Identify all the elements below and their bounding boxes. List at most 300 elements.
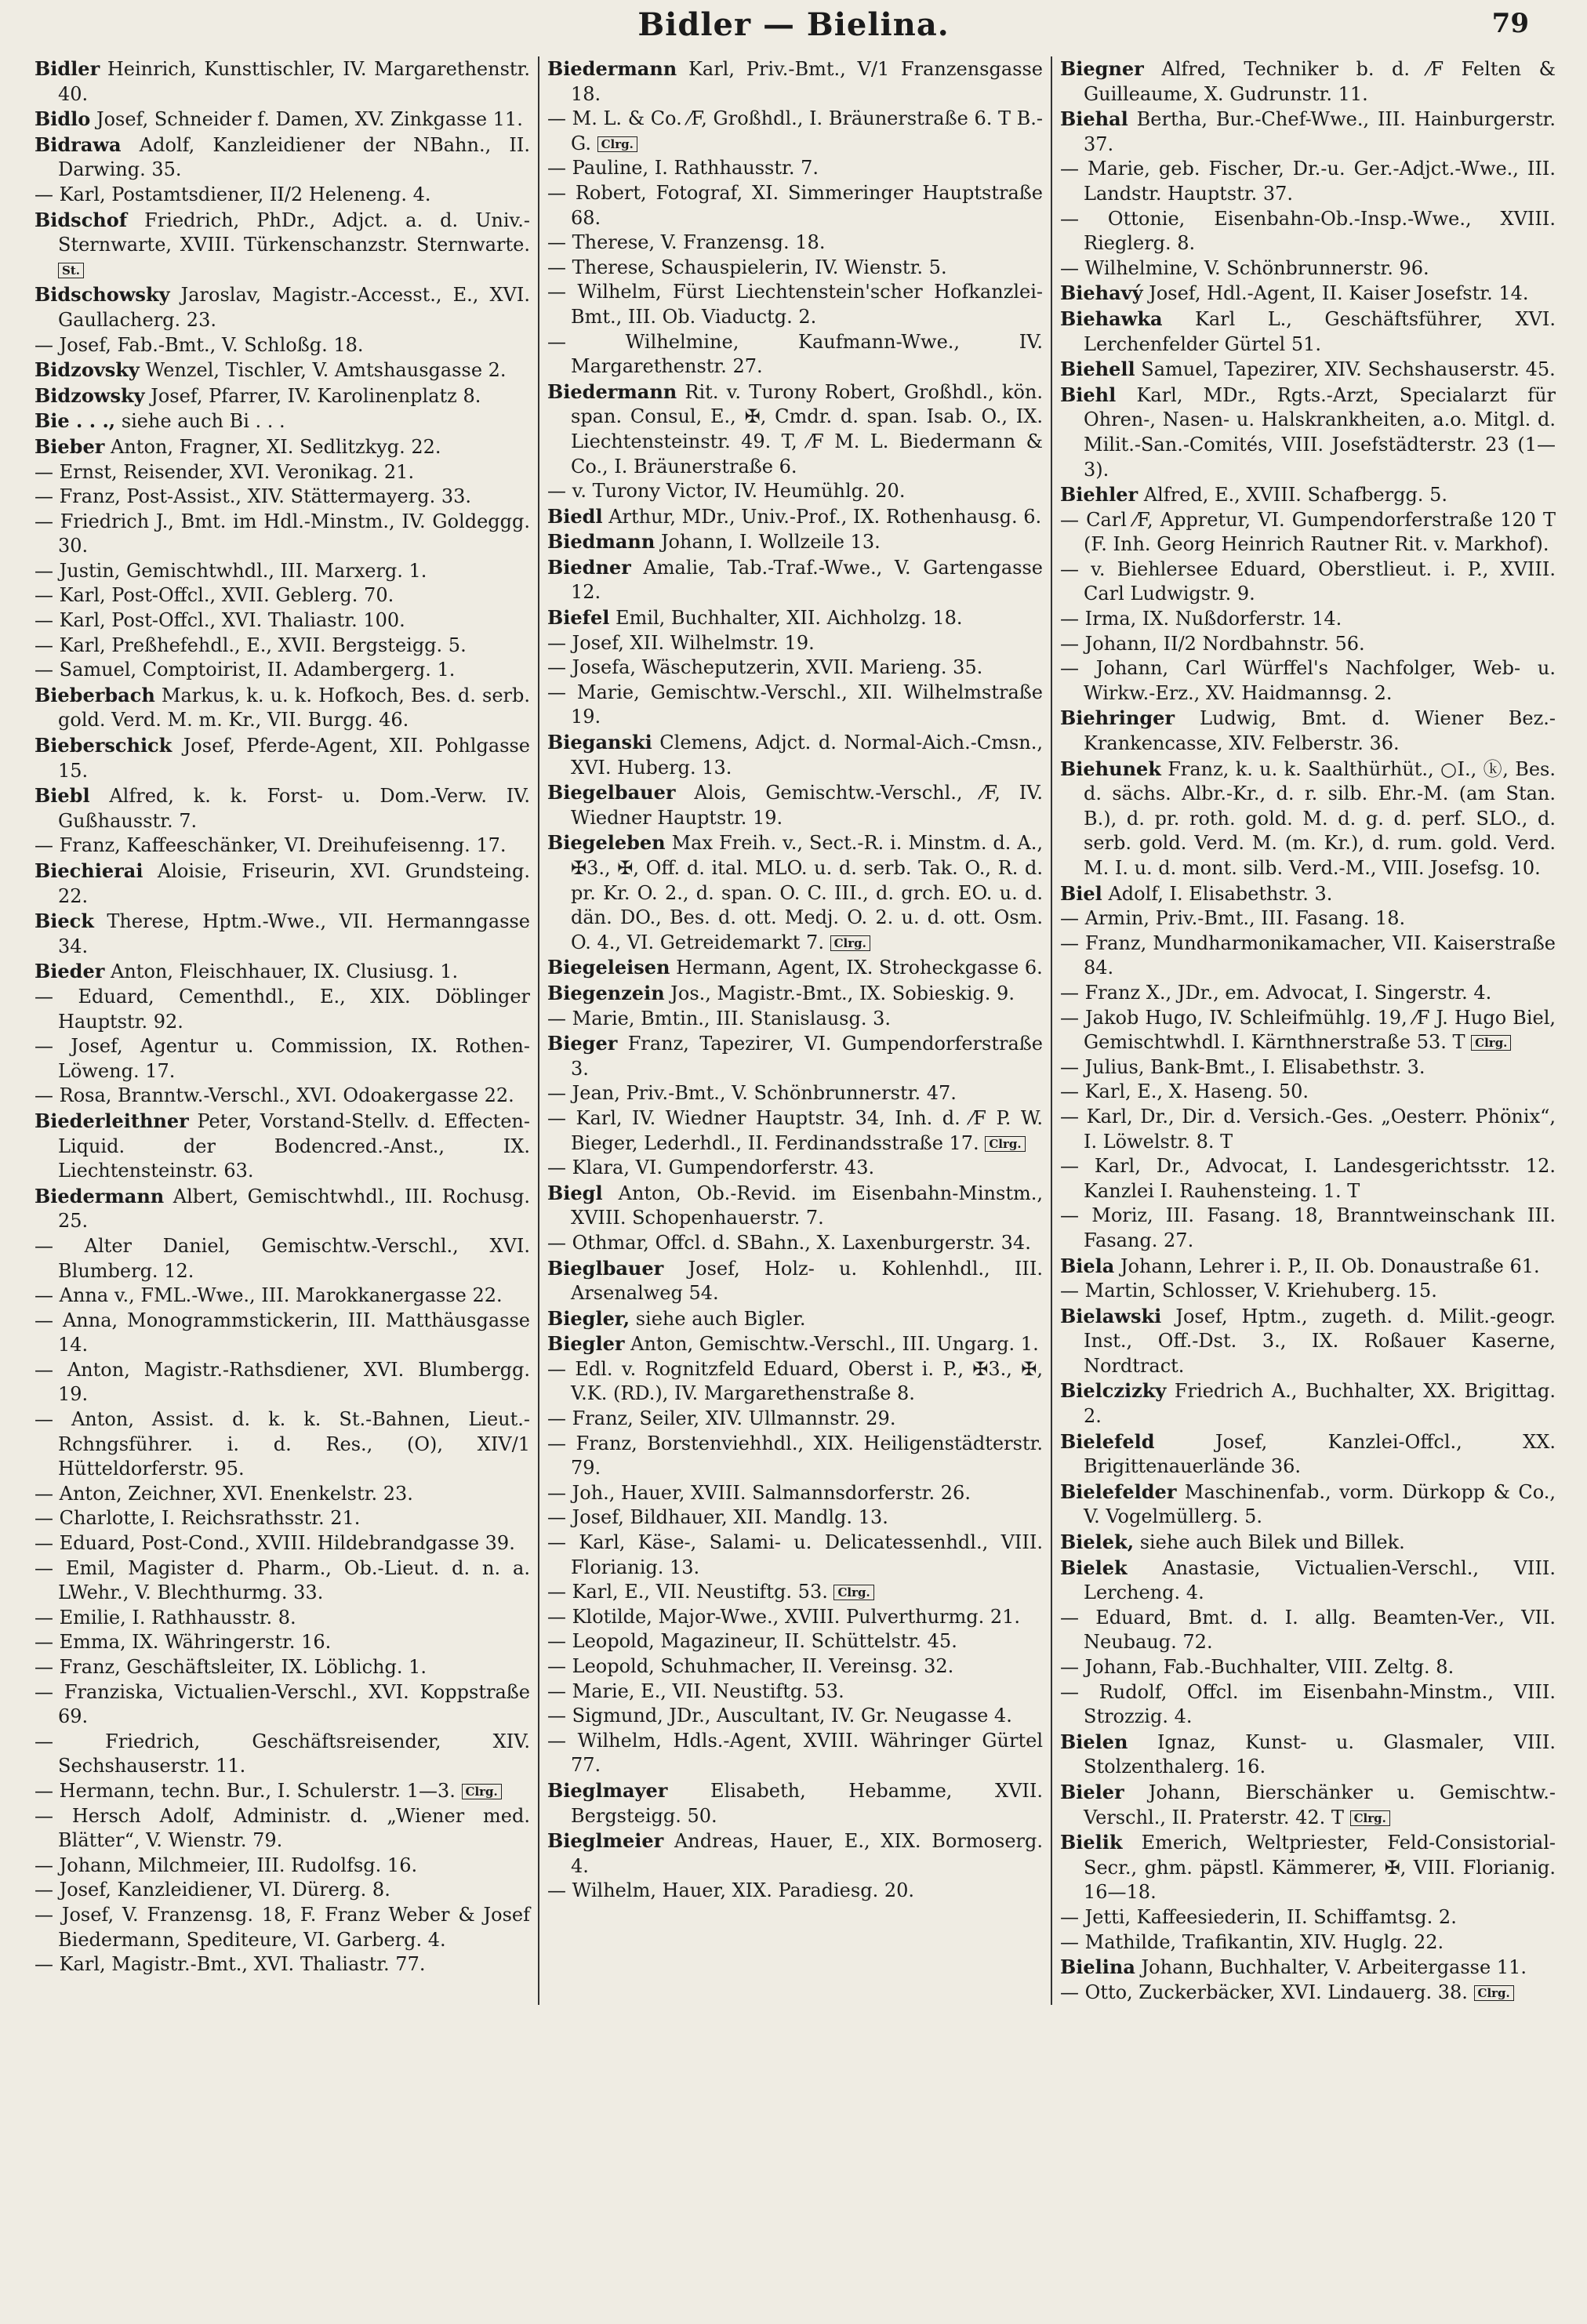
entry-surname: Bieglmeier — [547, 1829, 664, 1853]
entry-surname: Biedermann — [34, 1184, 165, 1207]
directory-entry — [34, 985, 530, 1034]
directory-entry — [34, 183, 530, 208]
directory-entry — [1060, 906, 1556, 931]
directory-entry — [1060, 632, 1556, 657]
entry-details: — Friedrich J., Bmt. im Hdl.-Minstm., IV. Goldeggg. 30. — [34, 510, 530, 557]
entry-details: Hermann, Agent, IX. Stroheckgasse 6. — [676, 957, 1043, 979]
directory-entry — [34, 133, 530, 183]
entry-surname: Bieber — [34, 434, 105, 458]
entry-details: — Johann, Carl Würffel's Nachfolger, Web- u. Wirkw.-Erz., XV. Haidmannsg. 2. — [1060, 657, 1556, 704]
directory-entry — [34, 1779, 530, 1804]
entry-details: Karl, MDr., Rgts.-Arzt, Specialarzt für Ohren-, Nasen- u. Halskrankheiten, a.o. Mitgl. d. Milit.-San.-Comités, VIII. Josefstädterstr. 23 (1—3). — [1084, 383, 1556, 481]
directory-entry — [547, 681, 1043, 730]
directory-entry — [1060, 107, 1556, 157]
entry-details: Peter, Vorstand-Stellv. d. Effecten-Liquid. der Bodencred.-Anst., IX. Liechtensteinstr. 63. — [58, 1109, 530, 1182]
entry-surname: Biegl — [547, 1181, 603, 1204]
entry-details: Markus, k. u. k. Hofkoch, Bes. d. serb. gold. Verd. M. m. Kr., VII. Burgg. 46. — [58, 684, 530, 732]
entry-details: — Anna, Monogrammstickerin, III. Matthäusgasse 14. — [34, 1309, 530, 1356]
entry-details: — Josefa, Wäscheputzerin, XVII. Marieng. 35. — [547, 656, 983, 679]
entry-details: — Karl, IV. Wiedner Hauptstr. 34, Inh. d. ⁄F P. W. Bieger, Lederhdl., II. Ferdinandsstraße 17. — [547, 1106, 1043, 1154]
directory-entry — [34, 1482, 530, 1507]
entry-details: Samuel, Tapezirer, XIV. Sechshauserstr. 45. — [1141, 358, 1556, 381]
entry-surname: Bieder — [34, 960, 105, 983]
entry-surname: Biechierai — [34, 859, 143, 882]
entry-details: siehe auch Bigler. — [635, 1307, 806, 1330]
directory-entry — [1060, 1154, 1556, 1204]
entry-details: — Klara, VI. Gumpendorferstr. 43. — [547, 1157, 875, 1179]
directory-entry — [1060, 1204, 1556, 1253]
entry-details: — Emilie, I. Rathhausstr. 8. — [34, 1606, 296, 1629]
directory-entry — [547, 1231, 1043, 1256]
entry-details: — Josef, XII. Wilhelmstr. 19. — [547, 631, 815, 654]
directory-entry — [1060, 383, 1556, 482]
entry-details: — Marie, Gemischtw.-Verschl., XII. Wilhelmstraße 19. — [547, 681, 1043, 728]
directory-entry — [1060, 1606, 1556, 1655]
entry-surname: Biel — [1060, 881, 1102, 905]
directory-entry — [547, 1007, 1043, 1032]
directory-entry — [547, 1654, 1043, 1679]
entry-details: — Marie, E., VII. Neustiftg. 53. — [547, 1679, 844, 1702]
entry-surname: Biehawka — [1060, 307, 1163, 330]
directory-entry — [34, 683, 530, 733]
entry-surname: Bielen — [1060, 1730, 1128, 1753]
entry-details: Wenzel, Tischler, V. Amtshausgasse 2. — [145, 359, 507, 382]
directory-entry — [547, 56, 1043, 107]
entry-surname: Bidler — [34, 57, 100, 80]
directory-entry — [547, 1629, 1043, 1654]
entry-details: Josef, Pferde-Agent, XII. Pohlgasse 15. — [58, 735, 530, 782]
directory-entry — [1060, 931, 1556, 981]
entry-details: — Eduard, Post-Cond., XVIII. Hildebrandgasse 39. — [34, 1532, 515, 1555]
directory-entry — [1060, 557, 1556, 607]
directory-entry — [34, 1878, 530, 1903]
entry-details: — v. Biehlersee Eduard, Oberstlieut. i. P., XVIII. Carl Ludwigstr. 9. — [1060, 557, 1556, 605]
directory-entry — [547, 1828, 1043, 1879]
directory-entry — [547, 1679, 1043, 1705]
entry-details: Ludwig, Bmt. d. Wiener Bez.-Krankencasse, XIV. Felberstr. 36. — [1084, 707, 1556, 755]
directory-entry — [1060, 1905, 1556, 1930]
directory-entry — [34, 1804, 530, 1854]
directory-entry — [547, 330, 1043, 379]
entry-details: Josef, Kanzlei-Offcl., XX. Brigittenauerlände 36. — [1084, 1430, 1556, 1478]
entry-surname: Biehringer — [1060, 706, 1175, 730]
entry-details: Alfred, Techniker b. d. ⁄F Felten & Guilleaume, X. Gudrunstr. 11. — [1084, 58, 1556, 105]
entry-details: siehe auch Bilek und Billek. — [1139, 1531, 1405, 1554]
entry-surname: Bieberschick — [34, 734, 172, 757]
directory-entry — [1060, 157, 1556, 206]
directory-entry — [547, 1407, 1043, 1432]
entry-surname: Biederleithner — [34, 1109, 189, 1132]
entry-details: Albert, Gemischtwhdl., III. Rochusg. 25. — [58, 1185, 530, 1233]
entry-details: Josef, Pfarrer, IV. Karolinenplatz 8. — [151, 384, 481, 407]
entry-details: — Klotilde, Major-Wwe., XVIII. Pulverthurmg. 21. — [547, 1605, 1021, 1628]
directory-entry — [34, 1284, 530, 1309]
entry-details: Anton, Fragner, XI. Sedlitzkyg. 22. — [111, 435, 441, 458]
entry-surname: Biedermann — [547, 379, 677, 403]
directory-entry — [1060, 1006, 1556, 1055]
column-3 — [1051, 56, 1563, 2005]
entry-details: — Hersch Adolf, Administr. d. „Wiener med. Blätter“, V. Wienstr. 79. — [34, 1804, 530, 1852]
entry-details: Clemens, Adjct. d. Normal-Aich.-Cmsn., XVI. Huberg. 13. — [571, 732, 1043, 779]
directory-entry — [1060, 482, 1556, 508]
entry-details: — Josef, Agentur u. Commission, IX. Rothen-Löweng. 17. — [34, 1035, 530, 1082]
directory-entry — [1060, 881, 1556, 907]
entry-surname: Biehunek — [1060, 757, 1161, 780]
directory-entry — [1060, 607, 1556, 632]
entry-surname: Biegeleben — [547, 831, 666, 855]
entry-details: — Karl, E., VII. Neustiftg. 53. — [547, 1581, 828, 1603]
entry-details: Adolf, I. Elisabethstr. 3. — [1108, 882, 1333, 905]
directory-entry — [547, 1081, 1043, 1106]
directory-entry — [547, 1704, 1043, 1729]
directory-entry — [34, 333, 530, 358]
entry-details: Josef, Hdl.-Agent, II. Kaiser Josefstr. 14. — [1149, 282, 1529, 305]
entry-details: — Karl, Dr., Dir. d. Versich.-Ges. „Oesterr. Phönix“, I. Löwelstr. 8. T — [1060, 1105, 1556, 1153]
entry-details: — Sigmund, JDr., Auscultant, IV. Gr. Neugasse 4. — [547, 1705, 1012, 1727]
entry-surname: Bieck — [34, 910, 94, 933]
entry-details: — Rosa, Branntw.-Verschl., XVI. Odoakergasse 22. — [34, 1084, 514, 1107]
directory-entry — [34, 485, 530, 510]
directory-entry — [547, 1432, 1043, 1481]
directory-entry — [34, 1730, 530, 1779]
entry-details: Franz, k. u. k. Saalthürhüt., ○I., ⓚ, Bes. d. sächs. Albr.-Kr., d. r. silb. Ehr.-M. (am Stan. B.), d. pr. roth. gold. M. d. g. d. perf. SLO., d. serb. gold. Verd. M. (m. Kr.), d. rum. gold. Verd. M. I. u. d. mont. silb. Verd.-M., VIII. Josefsg. 10. — [1084, 757, 1556, 879]
entry-details: Johann, Buchhalter, V. Arbeitergasse 11. — [1141, 1956, 1527, 1979]
directory-entry — [547, 1879, 1043, 1904]
directory-entry — [34, 409, 530, 434]
entry-details: Jaroslav, Magistr.-Accesst., E., XVI. Gaullacherg. 23. — [58, 284, 530, 331]
entry-details: — Friedrich, Geschäftsreisender, XIV. Sechshauserstr. 11. — [34, 1730, 530, 1777]
entry-details: — Rudolf, Offcl. im Eisenbahn-Minstm., VIII. Strozzig. 4. — [1060, 1680, 1556, 1728]
entry-badge: Clrg. — [833, 1585, 873, 1600]
entry-details: Emil, Buchhalter, XII. Aichholzg. 18. — [616, 607, 963, 630]
entry-details: — Johann, Milchmeier, III. Rudolfsg. 16. — [34, 1854, 418, 1876]
directory-entry — [34, 460, 530, 485]
entry-surname: Biegeleisen — [547, 956, 670, 979]
directory-entry — [34, 1234, 530, 1284]
entry-surname: Biegenzein — [547, 981, 665, 1004]
directory-entry — [34, 559, 530, 584]
directory-entry — [1060, 1055, 1556, 1080]
directory-entry — [547, 605, 1043, 631]
entry-details: — Wilhelm, Hauer, XIX. Paradiesg. 20. — [547, 1879, 914, 1902]
directory-entry — [34, 1506, 530, 1531]
directory-entry — [547, 1031, 1043, 1081]
directory-entry — [547, 256, 1043, 281]
entry-surname: Bielek, — [1060, 1531, 1135, 1554]
directory-entry — [547, 1580, 1043, 1605]
entry-surname: Bidrawa — [34, 133, 122, 156]
directory-entry — [34, 107, 530, 133]
directory-entry — [1060, 1480, 1556, 1530]
directory-entry — [1060, 1830, 1556, 1905]
directory-entry — [34, 1309, 530, 1358]
directory-entry — [547, 1106, 1043, 1156]
entry-details: — Otto, Zuckerbäcker, XVI. Lindauerg. 38. — [1060, 1981, 1468, 2003]
entry-surname: Biegler — [547, 1332, 625, 1356]
directory-entry — [34, 1655, 530, 1680]
entry-details: Karl, Priv.-Bmt., V/1 Franzensgasse 18. — [571, 58, 1043, 105]
directory-entry — [547, 1605, 1043, 1630]
directory-entry — [1060, 307, 1556, 357]
directory-entry — [1060, 1530, 1556, 1556]
entry-details: Therese, Hptm.-Wwe., VII. Hermanngasse 34. — [58, 910, 530, 957]
entry-details: — Marie, Bmtin., III. Stanislausg. 3. — [547, 1007, 891, 1029]
entry-details: — Julius, Bank-Bmt., I. Elisabethstr. 3. — [1060, 1055, 1425, 1078]
directory-entry — [547, 231, 1043, 256]
entry-details: — Jakob Hugo, IV. Schleifmühlg. 19, ⁄F J. Hugo Biel, Gemischtwhdl. I. Kärnthnerstraße 53. T — [1060, 1006, 1556, 1054]
entry-details: — Josef, Kanzleidiener, VI. Dürerg. 8. — [34, 1879, 390, 1901]
entry-details: — Emma, IX. Währingerstr. 16. — [34, 1631, 332, 1654]
directory-entry — [547, 504, 1043, 530]
directory-entry — [1060, 1304, 1556, 1379]
entry-surname: Bieberbach — [34, 683, 155, 706]
entry-details: — Josef, Bildhauer, XII. Mandlg. 13. — [547, 1506, 888, 1529]
entry-details: Franz, Tapezirer, VI. Gumpendorferstraße 3. — [571, 1033, 1043, 1080]
directory-entry — [547, 1331, 1043, 1357]
entry-surname: Biehl — [1060, 383, 1117, 406]
entry-details: Karl L., Geschäftsführer, XVI. Lerchenfelder Gürtel 51. — [1084, 307, 1556, 355]
directory-entry — [34, 434, 530, 460]
directory-entry — [34, 909, 530, 959]
entry-surname: Biela — [1060, 1254, 1115, 1277]
directory-entry — [547, 830, 1043, 955]
entry-surname: Bieglmayer — [547, 1778, 668, 1802]
entry-badge: Clrg. — [597, 136, 637, 152]
directory-entry — [34, 1952, 530, 1977]
entry-surname: Biehler — [1060, 483, 1138, 507]
entry-details: — Eduard, Cementhdl., E., XIX. Döblinger Hauptstr. 92. — [34, 985, 530, 1033]
entry-details: — Karl, Käse-, Salami- u. Delicatessenhdl., VIII. Florianig. 13. — [547, 1531, 1043, 1578]
directory-entry — [34, 208, 530, 283]
directory-entry — [34, 733, 530, 783]
entry-surname: Bieger — [547, 1032, 618, 1055]
entry-surname: Bielek — [1060, 1556, 1128, 1579]
directory-entry — [34, 1034, 530, 1084]
directory-entry — [34, 658, 530, 683]
entry-surname: Biegner — [1060, 57, 1144, 80]
entry-details: — Karl, Post-Offcl., XVII. Geblerg. 70. — [34, 584, 394, 607]
entry-details: — v. Turony Victor, IV. Heumühlg. 20. — [547, 480, 906, 503]
directory-entry — [1060, 281, 1556, 307]
directory-entry — [1060, 1730, 1556, 1780]
entry-details: Josef, Holz- u. Kohlenhdl., III. Arsenalweg 54. — [571, 1257, 1043, 1305]
entry-details: Josef, Hptm., zugeth. d. Milit.-geogr. Inst., Off.-Dst. 3., IX. Roßauer Kaserne, Nordtract. — [1084, 1305, 1556, 1377]
entry-badge: Clrg. — [1474, 1985, 1514, 2001]
entry-details: — Wilhelm, Hdls.-Agent, XVIII. Währinger Gürtel 77. — [547, 1729, 1043, 1777]
directory-entry — [1060, 706, 1556, 756]
entry-surname: Bie . . ., — [34, 409, 116, 433]
directory-entry — [34, 282, 530, 332]
directory-entry — [547, 1531, 1043, 1580]
entry-details: Arthur, MDr., Univ.-Prof., IX. Rothenhausg. 6. — [608, 505, 1042, 528]
directory-entry — [1060, 1254, 1556, 1280]
entry-surname: Bidzowsky — [34, 383, 145, 407]
entry-details: Bertha, Bur.-Chef-Wwe., III. Hainburgerstr. 37. — [1084, 108, 1556, 155]
directory-entry — [34, 833, 530, 859]
directory-entry — [34, 1407, 530, 1482]
entry-details: — Pauline, I. Rathhausstr. 7. — [547, 157, 819, 180]
entry-badge: Clrg. — [1471, 1035, 1511, 1051]
entry-details: — Franz, Geschäftsleiter, IX. Löblichg. 1. — [34, 1656, 427, 1678]
directory-entry — [34, 1556, 530, 1606]
entry-details: Andreas, Hauer, E., XIX. Bormoserg. 4. — [571, 1830, 1043, 1877]
entry-surname: Bielik — [1060, 1831, 1123, 1854]
entry-details: — Othmar, Offcl. d. SBahn., X. Laxenburgerstr. 34. — [547, 1231, 1031, 1254]
entry-details: Alfred, k. k. Forst- u. Dom.-Verw. IV. Gußhausstr. 7. — [58, 785, 530, 832]
entry-details: Josef, Schneider f. Damen, XV. Zinkgasse 11. — [96, 108, 523, 131]
directory-entry — [34, 1606, 530, 1631]
directory-entry — [547, 280, 1043, 329]
entry-details: — Justin, Gemischtwhdl., III. Marxerg. 1. — [34, 559, 427, 582]
entry-details: — Franz, Borstenviehhdl., XIX. Heiligenstädterstr. 79. — [547, 1432, 1043, 1480]
entry-details: — Edl. v. Rognitzfeld Eduard, Oberst i. P., ✠3., ✠, V.K. (RD.), IV. Margarethenstraße 8. — [547, 1357, 1043, 1405]
entry-details: — Karl, Post-Offcl., XVI. Thaliastr. 100. — [34, 609, 405, 632]
entry-surname: Bidzovsky — [34, 358, 140, 382]
column-2 — [538, 56, 1051, 2005]
directory-entry — [547, 1357, 1043, 1407]
entry-details: — Emil, Magister d. Pharm., Ob.-Lieut. d. n. a. LWehr., V. Blechthurmg. 33. — [34, 1556, 530, 1604]
entry-details: Emerich, Weltpriester, Feld-Consistorial-Secr., ghm. päpstl. Kämmerer, ✠, VIII. Florianig. 16—18. — [1084, 1832, 1556, 1904]
directory-entry — [34, 1854, 530, 1879]
entry-surname: Biegelbauer — [547, 781, 676, 804]
entry-details: — Karl, Dr., Advocat, I. Landesgerichtsstr. 12. Kanzlei I. Rauhensteing. 1. T — [1060, 1155, 1556, 1202]
directory-entry — [547, 1778, 1043, 1828]
entry-details: — Robert, Fotograf, XI. Simmeringer Hauptstraße 68. — [547, 181, 1043, 229]
entry-details: — Therese, Schauspielerin, IV. Wienstr. 5. — [547, 256, 947, 278]
entry-details: Anton, Ob.-Revid. im Eisenbahn-Minstm., XVIII. Schopenhauerstr. 7. — [571, 1182, 1043, 1229]
entry-surname: Bielczizky — [1060, 1379, 1167, 1403]
entry-details: — Ottonie, Eisenbahn-Ob.-Insp.-Wwe., XVIII. Rieglerg. 8. — [1060, 207, 1556, 255]
entry-details: — Hermann, techn. Bur., I. Schulerstr. 1—3. — [34, 1779, 456, 1802]
directory-entry — [34, 1358, 530, 1407]
entry-details: — Mathilde, Trafikantin, XIV. Huglg. 22. — [1060, 1930, 1444, 1953]
entry-details: — M. L. & Co. ⁄F, Großhdl., I. Bräunerstraße 6. T B.-G. — [547, 107, 1043, 154]
entry-surname: Bidlo — [34, 107, 91, 131]
directory-entry — [547, 156, 1043, 181]
entry-details: — Anton, Zeichner, XVI. Enenkelstr. 23. — [34, 1482, 413, 1505]
directory-entry — [1060, 1780, 1556, 1830]
entry-surname: Biebl — [34, 784, 90, 808]
entry-details: — Moriz, III. Fasang. 18, Branntweinschank III. Fasang. 27. — [1060, 1204, 1556, 1251]
directory-entry — [547, 631, 1043, 656]
directory-entry — [1060, 757, 1556, 881]
directory-entry — [1060, 981, 1556, 1006]
entry-surname: Biedl — [547, 504, 603, 528]
entry-details: Johann, I. Wollzeile 13. — [660, 531, 881, 554]
entry-badge: Clrg. — [462, 1784, 502, 1799]
entry-surname: Bielawski — [1060, 1304, 1162, 1327]
entry-details: — Franz, Kaffeeschänker, VI. Dreihufeisenng. 17. — [34, 834, 507, 857]
entry-details: — Wilhelmine, V. Schönbrunnerstr. 96. — [1060, 256, 1429, 279]
entry-surname: Biedner — [547, 555, 631, 579]
entry-details: — Armin, Priv.-Bmt., III. Fasang. 18. — [1060, 907, 1406, 930]
directory-entry — [1060, 1981, 1556, 2006]
directory-entry — [547, 955, 1043, 981]
entry-details: Adolf, Kanzleidiener der NBahn., II. Darwing. 35. — [58, 133, 530, 181]
entry-details: Alois, Gemischtw.-Verschl., ⁄F, IV. Wiedner Hauptstr. 19. — [571, 782, 1043, 829]
entry-details: — Alter Daniel, Gemischtw.-Verschl., XVI. Blumberg. 12. — [34, 1234, 530, 1282]
directory-columns — [27, 56, 1563, 2005]
directory-entry — [547, 655, 1043, 681]
entry-surname: Bielina — [1060, 1955, 1135, 1979]
directory-entry — [34, 1531, 530, 1556]
entry-details: Heinrich, Kunsttischler, IV. Margarethenstr. 40. — [58, 58, 530, 105]
directory-entry — [1060, 256, 1556, 281]
column-1 — [27, 56, 538, 2005]
directory-entry — [547, 529, 1043, 555]
directory-entry — [1060, 1378, 1556, 1429]
entry-details: — Josef, Fab.-Bmt., V. Schloßg. 18. — [34, 333, 364, 356]
entry-details: — Jean, Priv.-Bmt., V. Schönbrunnerstr. 47. — [547, 1082, 957, 1105]
entry-badge: Clrg. — [830, 935, 870, 951]
directory-entry — [547, 555, 1043, 605]
entry-details: — Johann, II/2 Nordbahnstr. 56. — [1060, 632, 1365, 655]
directory-entry — [547, 780, 1043, 830]
directory-entry — [547, 181, 1043, 231]
entry-details: — Joh., Hauer, XVIII. Salmannsdorferstr. 26. — [547, 1481, 971, 1504]
entry-details: — Anton, Magistr.-Rathsdiener, XVI. Blumbergg. 19. — [34, 1358, 530, 1406]
directory-entry — [34, 1680, 530, 1730]
entry-details: — Jetti, Kaffeesiederin, II. Schiffamtsg. 2. — [1060, 1905, 1457, 1928]
entry-details: Max Freih. v., Sect.-R. i. Minstm. d. A., ✠3., ✠, Off. d. ital. MLO. u. d. serb. Tak. O., R. d. pr. Kr. O. 2., d. span. O. C. III., d. grch. EO. u. d. dän. DO., Bes. d. ott. Medj. O. 2. u. d. ott. Osm. O. 4., VI. Getreidemarkt 7. — [571, 832, 1043, 953]
directory-entry — [34, 1630, 530, 1655]
directory-entry — [547, 730, 1043, 780]
directory-entry — [34, 783, 530, 833]
entry-details: Anton, Gemischtw.-Verschl., III. Ungarg. 1. — [630, 1333, 1039, 1356]
entry-details: Aloisie, Friseurin, XVI. Grundsteing. 22. — [58, 860, 530, 907]
entry-details: — Irma, IX. Nußdorferstr. 14. — [1060, 608, 1342, 630]
entry-surname: Bielefelder — [1060, 1480, 1177, 1503]
entry-surname: Bidschowsky — [34, 283, 170, 307]
entry-details: — Karl, Preßhefehdl., E., XVII. Bergsteigg. 5. — [34, 634, 467, 656]
entry-surname: Bidschof — [34, 208, 128, 231]
directory-entry — [34, 383, 530, 409]
entry-surname: Biefel — [547, 606, 610, 630]
entry-details: — Franz, Seiler, XIV. Ullmannstr. 29. — [547, 1407, 896, 1430]
entry-details: — Martin, Schlosser, V. Kriehuberg. 15. — [1060, 1280, 1437, 1302]
directory-entry — [34, 859, 530, 909]
entry-details: Ignaz, Kunst- u. Glasmaler, VIII. Stolzenthalerg. 16. — [1084, 1730, 1556, 1778]
directory-entry — [1060, 1955, 1556, 1981]
entry-details: siehe auch Bi . . . — [121, 410, 285, 433]
entry-details: Johann, Lehrer i. P., II. Ob. Donaustraße 61. — [1120, 1255, 1540, 1277]
entry-details: — Karl, Postamtsdiener, II/2 Heleneng. 4. — [34, 183, 431, 205]
directory-entry — [34, 583, 530, 608]
entry-surname: Bieganski — [547, 731, 652, 754]
entry-details: — Leopold, Magazineur, II. Schüttelstr. 45. — [547, 1630, 957, 1653]
directory-entry — [1060, 1930, 1556, 1955]
entry-details: — Franziska, Victualien-Verschl., XVI. Koppstraße 69. — [34, 1680, 530, 1728]
directory-entry — [34, 1184, 530, 1234]
directory-entry — [547, 1306, 1043, 1332]
directory-entry — [1060, 207, 1556, 256]
entry-details: — Anna v., FML.-Wwe., III. Marokkanergasse 22. — [34, 1284, 503, 1307]
entry-details: Johann, Bierschänker u. Gemischtw.-Verschl., II. Praterstr. 42. T — [1084, 1781, 1556, 1828]
entry-details: Jos., Magistr.-Bmt., IX. Sobieskig. 9. — [670, 982, 1015, 1004]
page-number: 79 — [1491, 8, 1529, 39]
entry-details: — Wilhelmine, Kaufmann-Wwe., IV. Margarethenstr. 27. — [547, 330, 1043, 378]
directory-entry — [547, 1181, 1043, 1231]
directory-entry — [34, 56, 530, 107]
directory-entry — [547, 1156, 1043, 1181]
directory-entry — [1060, 656, 1556, 706]
entry-details: — Eduard, Bmt. d. I. allg. Beamten-Ver., VII. Neubaug. 72. — [1060, 1606, 1556, 1654]
directory-entry — [1060, 56, 1556, 107]
directory-entry — [34, 510, 530, 559]
directory-entry — [547, 1505, 1043, 1531]
directory-entry — [34, 358, 530, 383]
directory-entry — [1060, 1680, 1556, 1730]
